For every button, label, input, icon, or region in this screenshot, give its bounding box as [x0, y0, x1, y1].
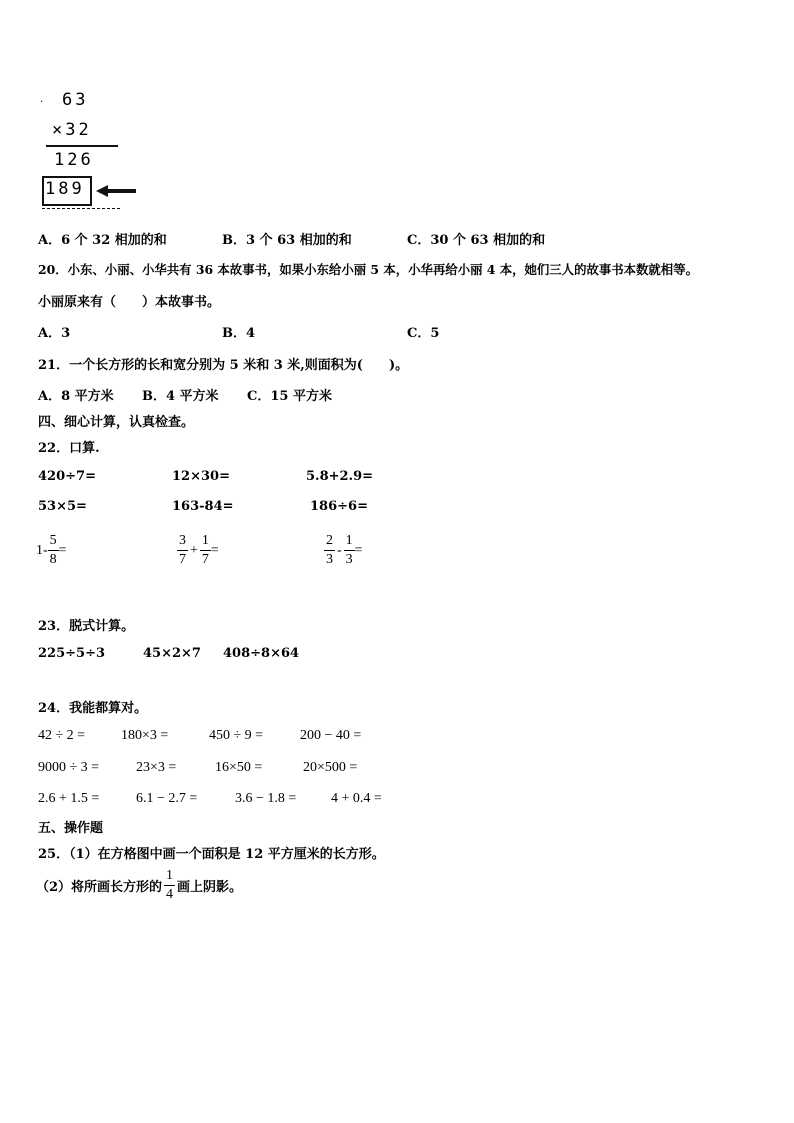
numerator: 1: [345, 533, 353, 548]
numerator: 1: [201, 533, 209, 548]
vertical-multiplication-figure: [38, 88, 148, 218]
bottom-line: [42, 208, 120, 209]
equals-sign: =: [58, 542, 67, 558]
product-line: [46, 145, 118, 147]
denominator: 3: [345, 552, 353, 567]
q21-question: 21．一个长方形的长和宽分别为 5 米和 3 米,则面积为( )。: [38, 358, 409, 373]
q21-option-a: A．8 平方米: [38, 389, 114, 404]
section-4-heading: 四、细心计算，认真检查。: [38, 415, 195, 430]
q20-question-line2: 小丽原来有（ ）本故事书。: [38, 295, 221, 310]
numerator: 1: [166, 868, 174, 883]
q22-item: 420÷7=: [38, 469, 96, 484]
q21-option-b: B．4 平方米: [142, 389, 219, 404]
q19-option-a: A．6 个 32 相加的和: [38, 233, 167, 248]
equals-sign: =: [210, 542, 219, 558]
q22-item: 12×30=: [172, 469, 230, 484]
numerator: 3: [179, 533, 186, 548]
q22-item: 186÷6=: [310, 499, 368, 514]
q24-item: 20×500 =: [303, 760, 358, 775]
q23-item: 45×2×7: [143, 646, 201, 661]
partial-product-2: 189: [45, 179, 85, 199]
partial-product-1: 126: [54, 150, 94, 170]
q23-title: 23．脱式计算。: [38, 619, 135, 634]
q25-part2-lead: （2）将所画长方形的: [36, 880, 163, 895]
q25-part2-tail: 画上阴影。: [177, 880, 243, 895]
fraction: [48, 533, 59, 568]
q22-item: 163-84=: [172, 499, 234, 514]
denominator: 4: [166, 887, 174, 902]
q24-item: 9000 ÷ 3 =: [38, 760, 100, 775]
q20-option-a: A．3: [38, 326, 71, 341]
q20-question: 20．小东、小丽、小华共有 36 本故事书，如果小东给小丽 5 本，小华再给小丽 4 本，她们三人的故事书本数就相等。: [38, 262, 698, 277]
q20-option-c: C．5: [407, 326, 440, 341]
multiplier: ×32: [52, 120, 92, 140]
q24-item: 4 + 0.4 =: [331, 791, 382, 806]
q24-title: 24．我能都算对。: [38, 701, 148, 716]
q19-option-b: B．3 个 63 相加的和: [222, 233, 352, 248]
left-arrow-icon: [96, 184, 138, 198]
q24-item: 6.1 − 2.7 =: [136, 791, 198, 806]
q24-item: 180×3 =: [121, 728, 169, 743]
fraction: [164, 868, 175, 903]
q22-item: 5.8+2.9=: [306, 469, 374, 484]
q24-item: 42 ÷ 2 =: [38, 728, 86, 743]
figure-mark: .: [40, 94, 44, 105]
numerator: 2: [326, 533, 333, 548]
q22-frac1-lead: 1-: [36, 542, 48, 558]
q25-part1: 25．（1）在方格图中画一个面积是 12 平方厘米的长方形。: [38, 847, 385, 862]
q24-item: 16×50 =: [215, 760, 263, 775]
denominator: 3: [326, 552, 333, 567]
q24-item: 2.6 + 1.5 =: [38, 791, 100, 806]
fraction: [200, 533, 211, 568]
q22-fraction-item-3: [324, 533, 363, 568]
operator: -: [337, 542, 342, 558]
q20-option-b: B．4: [222, 326, 256, 341]
equals-sign: =: [354, 542, 363, 558]
q23-item: 225÷5÷3: [38, 646, 106, 661]
q22-fraction-item-1: [36, 533, 67, 568]
q24-item: 3.6 − 1.8 =: [235, 791, 297, 806]
fraction: [177, 533, 188, 568]
q22-title: 22．口算.: [38, 441, 100, 456]
q24-item: 450 ÷ 9 =: [209, 728, 264, 743]
q21-option-c: C．15 平方米: [247, 389, 332, 404]
q24-item: 23×3 =: [136, 760, 177, 775]
multiplicand: 63: [62, 90, 89, 110]
fraction: [344, 533, 355, 568]
q19-option-c: C．30 个 63 相加的和: [407, 233, 546, 248]
q22-item: 53×5=: [38, 499, 87, 514]
q24-item: 200 − 40 =: [300, 728, 362, 743]
fraction: [324, 533, 335, 568]
denominator: 8: [49, 552, 57, 567]
operator: +: [190, 542, 198, 558]
denominator: 7: [179, 552, 186, 567]
denominator: 7: [201, 552, 209, 567]
q23-item: 408÷8×64: [223, 646, 300, 661]
section-5-heading: 五、操作题: [38, 821, 104, 836]
q22-fraction-item-2: [177, 533, 219, 568]
numerator: 5: [49, 533, 57, 548]
q25-part2: [36, 868, 242, 903]
